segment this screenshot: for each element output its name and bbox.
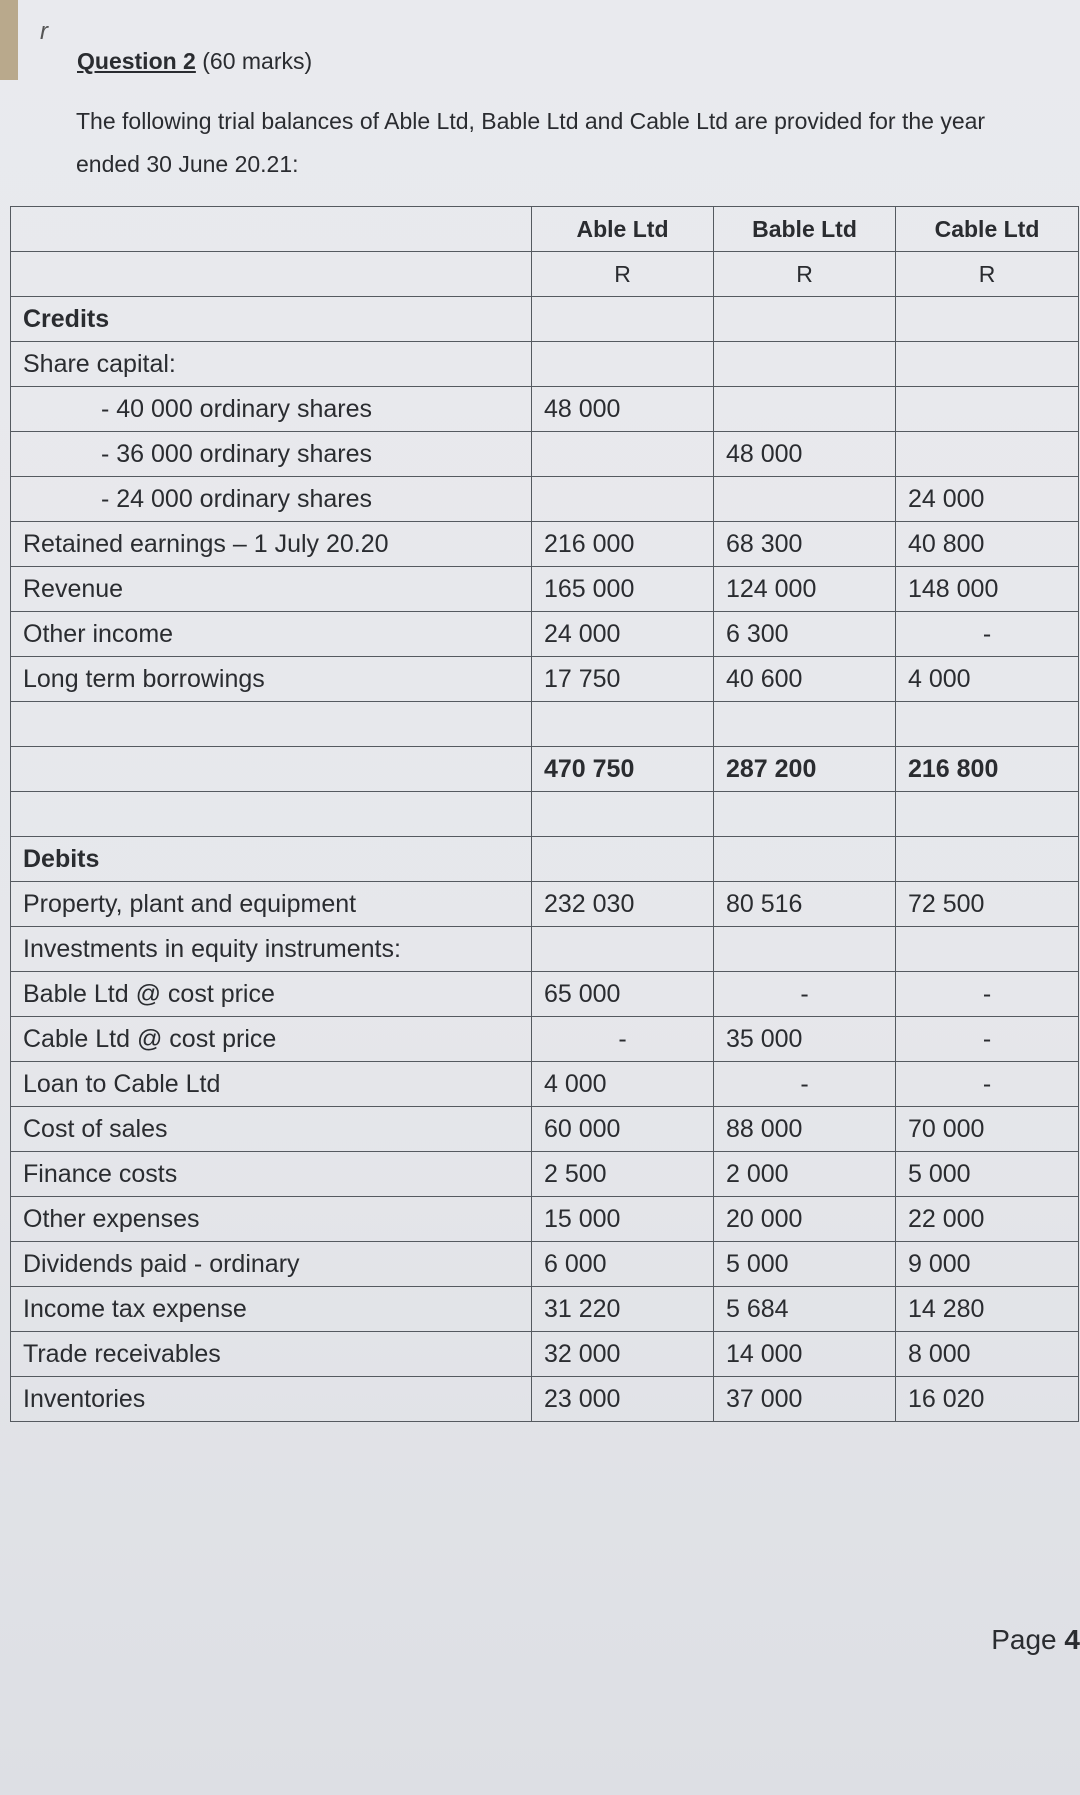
page-word: Page [991,1624,1057,1655]
row-value: 4 000 [532,1062,714,1107]
table-row [11,882,1079,927]
row-value: 48 000 [532,387,714,432]
row-value: 72 500 [896,882,1079,927]
row-value: - [896,1017,1079,1062]
row-value [714,297,896,342]
row-value [896,837,1079,882]
row-value [714,342,896,387]
table-row [11,972,1079,1017]
row-value: 8 000 [896,1332,1079,1377]
table-row [11,837,1079,882]
currency-header: R [714,252,896,297]
row-label: Other income [11,612,532,657]
row-value: 37 000 [714,1377,896,1422]
row-label: - 36 000 ordinary shares [11,432,532,477]
row-value: 32 000 [532,1332,714,1377]
row-value: - [896,972,1079,1017]
row-value: 40 800 [896,522,1079,567]
row-label: Loan to Cable Ltd [11,1062,532,1107]
row-value: 6 300 [714,612,896,657]
page-number-value: 4 [1064,1624,1080,1655]
question-intro: The following trial balances of Able Ltd, Bable Ltd and Cable Ltd are provided for the year ended 30 June 20.21: [76,108,986,177]
row-value: 68 300 [714,522,896,567]
row-value: 60 000 [532,1107,714,1152]
column-header: Cable Ltd [896,207,1079,252]
row-value [714,702,896,747]
table-row [11,792,1079,837]
row-value [714,837,896,882]
row-value: 4 000 [896,657,1079,702]
row-value: 5 684 [714,1287,896,1332]
row-value: 22 000 [896,1197,1079,1242]
row-value: - [714,972,896,1017]
row-label: Revenue [11,567,532,612]
row-value [532,432,714,477]
page-number [991,1624,1080,1656]
row-label: Finance costs [11,1152,532,1197]
row-value [714,792,896,837]
row-label: Retained earnings – 1 July 20.20 [11,522,532,567]
row-value: 88 000 [714,1107,896,1152]
row-value [532,477,714,522]
row-value [532,792,714,837]
row-value: 31 220 [532,1287,714,1332]
table-row [11,1107,1079,1152]
row-label: Credits [11,297,532,342]
row-label: Other expenses [11,1197,532,1242]
row-value: 148 000 [896,567,1079,612]
row-value: 232 030 [532,882,714,927]
table-row [11,927,1079,972]
row-label: Dividends paid - ordinary [11,1242,532,1287]
row-label [11,747,532,792]
row-value [714,387,896,432]
row-value: 48 000 [714,432,896,477]
table-row [11,1332,1079,1377]
row-value [896,387,1079,432]
row-value [896,792,1079,837]
row-value: 2 500 [532,1152,714,1197]
row-value: 65 000 [532,972,714,1017]
row-value [532,927,714,972]
row-value [532,342,714,387]
row-value: 70 000 [896,1107,1079,1152]
table-row [11,657,1079,702]
row-value: 165 000 [532,567,714,612]
row-value [714,477,896,522]
row-value: - [532,1017,714,1062]
table-row [11,1152,1079,1197]
question-heading [77,48,312,75]
row-label: Cost of sales [11,1107,532,1152]
table-row [11,1242,1079,1287]
row-value [532,297,714,342]
table-body [11,297,1079,1422]
row-value: 287 200 [714,747,896,792]
row-label: Income tax expense [11,1287,532,1332]
row-label: - 40 000 ordinary shares [11,387,532,432]
row-label [11,702,532,747]
row-value: - [896,612,1079,657]
header-row-currency [11,252,1079,297]
column-header: Able Ltd [532,207,714,252]
row-value: 470 750 [532,747,714,792]
table-row [11,1377,1079,1422]
row-value: - [896,1062,1079,1107]
row-value: 15 000 [532,1197,714,1242]
row-label: Cable Ltd @ cost price [11,1017,532,1062]
trial-balance-table [10,206,1079,1422]
row-label: Property, plant and equipment [11,882,532,927]
row-value [714,927,896,972]
row-value: 23 000 [532,1377,714,1422]
row-value [896,297,1079,342]
header-blank [11,207,532,252]
row-value [896,342,1079,387]
header-blank [11,252,532,297]
row-value: 14 280 [896,1287,1079,1332]
row-label [11,792,532,837]
row-value: 5 000 [896,1152,1079,1197]
table-row [11,387,1079,432]
column-header: Bable Ltd [714,207,896,252]
row-value [896,702,1079,747]
table-row [11,747,1079,792]
row-value: 17 750 [532,657,714,702]
table-row [11,342,1079,387]
currency-header: R [896,252,1079,297]
row-value: 216 000 [532,522,714,567]
row-label: Share capital: [11,342,532,387]
row-label: Bable Ltd @ cost price [11,972,532,1017]
question-marks: (60 marks) [202,48,313,74]
row-value [532,702,714,747]
row-value: 2 000 [714,1152,896,1197]
table-row [11,297,1079,342]
row-value: 24 000 [532,612,714,657]
row-value: 6 000 [532,1242,714,1287]
table-row [11,567,1079,612]
table-row [11,1287,1079,1332]
table-row [11,1017,1079,1062]
table-row [11,432,1079,477]
row-value: - [714,1062,896,1107]
row-value [896,927,1079,972]
table-row [11,1197,1079,1242]
row-value: 9 000 [896,1242,1079,1287]
row-value: 20 000 [714,1197,896,1242]
table-row [11,702,1079,747]
row-value: 16 020 [896,1377,1079,1422]
row-value: 40 600 [714,657,896,702]
currency-header: R [532,252,714,297]
row-value: 14 000 [714,1332,896,1377]
row-label: Inventories [11,1377,532,1422]
header-row-companies [11,207,1079,252]
row-value: 124 000 [714,567,896,612]
row-label: - 24 000 ordinary shares [11,477,532,522]
handwritten-mark: r [40,18,48,45]
row-value [532,837,714,882]
row-value: 5 000 [714,1242,896,1287]
table-row [11,477,1079,522]
row-label: Debits [11,837,532,882]
table-row [11,522,1079,567]
row-label: Long term borrowings [11,657,532,702]
row-label: Investments in equity instruments: [11,927,532,972]
row-label: Trade receivables [11,1332,532,1377]
table-row [11,612,1079,657]
row-value: 24 000 [896,477,1079,522]
question-label: Question 2 [77,48,196,74]
row-value [896,432,1079,477]
row-value: 80 516 [714,882,896,927]
row-value: 216 800 [896,747,1079,792]
row-value: 35 000 [714,1017,896,1062]
table-row [11,1062,1079,1107]
